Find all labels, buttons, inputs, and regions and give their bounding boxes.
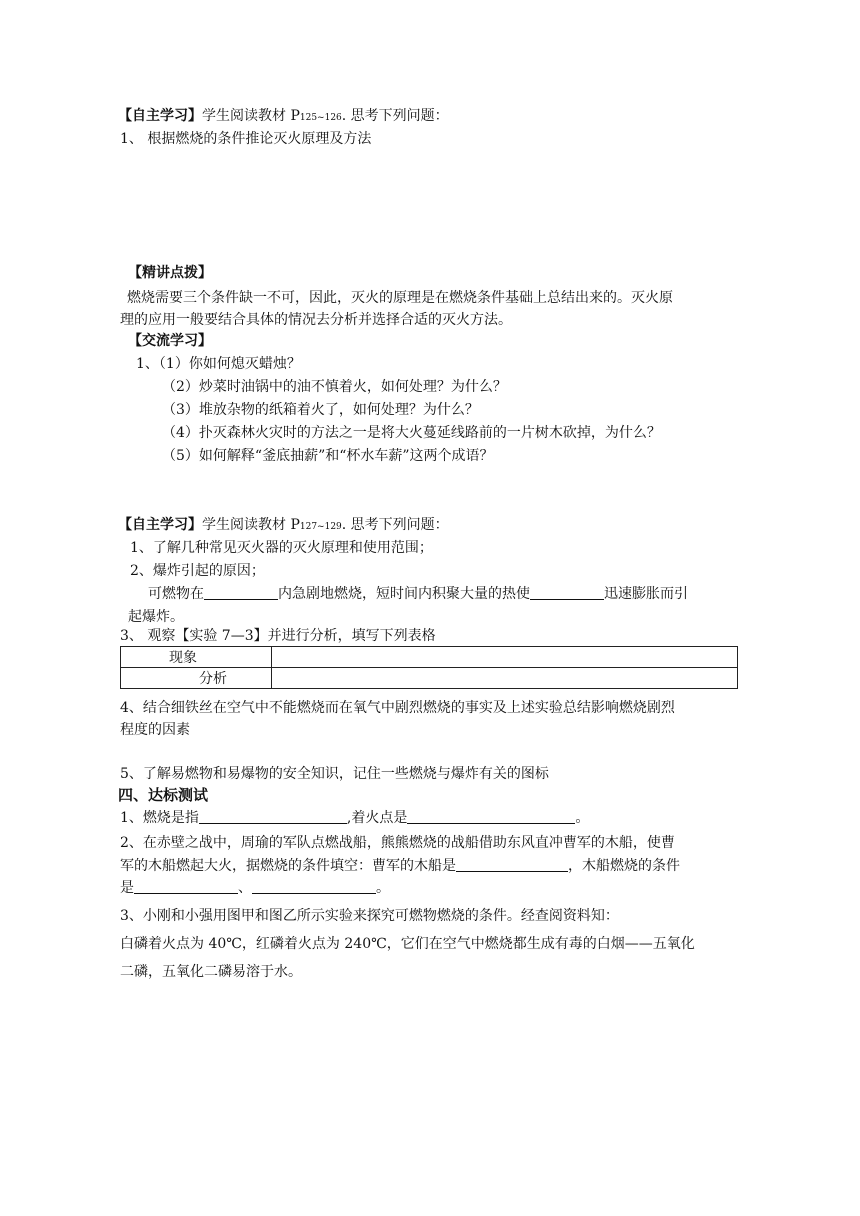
study2-q4-line1: 4、结合细铁丝在空气中不能燃烧而在氧气中剧烈燃烧的事实及上述实验总结影响燃烧剧烈	[120, 700, 675, 716]
q2-text-a: 可燃物在	[148, 586, 204, 602]
t1-text-b: ,着火点是	[346, 810, 408, 826]
heading-self-study-1: 【自主学习】	[118, 108, 202, 124]
study2-q3: 3、 观察【实验 7—3】并进行分析，填写下列表格	[120, 628, 436, 644]
question-1: 1、 根据燃烧的条件推论灭火原理及方法	[120, 131, 372, 147]
heading-exchange: 【交流学习】	[128, 333, 212, 349]
table-row	[121, 668, 738, 689]
intro-text-a: 学生阅读教材 P	[202, 108, 300, 124]
study2-q2-fill	[148, 584, 688, 604]
blank-condition-1[interactable]	[134, 879, 238, 894]
q2-text-b: 内急剧地燃烧，短时间内积聚大量的热使	[278, 586, 530, 602]
study2-q1: 1、了解几种常见灭火器的灭火原理和使用范围；	[130, 540, 433, 556]
key-points-para-1: 燃烧需要三个条件缺一不可，因此，灭火的原理是在燃烧条件基础上总结出来的。灭火原	[127, 290, 673, 306]
intro-line-1	[118, 106, 449, 128]
study2-q4-line2: 程度的因素	[120, 722, 190, 738]
t2-text-c: ，木船燃烧的条件	[568, 858, 680, 874]
t2-text-e: 、	[238, 880, 252, 896]
blank-space-2[interactable]	[530, 585, 604, 600]
test-q2-line1: 2、在赤壁之战中，周瑜的军队点燃战船，熊熊燃烧的战船借助东风直冲曹军的木船，使曹	[120, 835, 675, 851]
key-points-para-2: 理的应用一般要结合具体的情况去分析并选择合适的灭火方法。	[120, 312, 512, 328]
test-q3-line2: 白磷着火点为 40℃，红磷着火点为 240℃，它们在空气中燃烧都生成有毒的白烟——五氧化	[120, 936, 695, 952]
row-label-analysis: 分析	[121, 668, 272, 689]
answer-cell-analysis[interactable]	[272, 668, 738, 689]
intro-text-b: . 思考下列问题：	[341, 108, 449, 124]
exchange-item-5: （5）如何解释“釜底抽薪”和“杯水车薪”这两个成语？	[162, 448, 494, 464]
t2-text-d: 是	[120, 880, 134, 896]
blank-wooden-ship[interactable]	[456, 857, 568, 872]
test-q1	[120, 808, 589, 828]
observation-table	[120, 646, 738, 689]
table-row	[121, 647, 738, 668]
study2-q2: 2、爆炸引起的原因；	[130, 563, 265, 579]
exchange-item-4: （4）扑灭森林火灾时的方法之一是将大火蔓延线路前的一片树木砍掉，为什么？	[162, 425, 661, 441]
intro-line-2	[118, 515, 449, 537]
answer-cell-phenomenon[interactable]	[272, 647, 738, 668]
test-q3-line1: 3、小刚和小强用图甲和图乙所示实验来探究可燃物燃烧的条件。经查阅资料知：	[120, 908, 619, 924]
exchange-item-3: （3）堆放杂物的纸箱着火了，如何处理？为什么？	[162, 402, 479, 418]
intro2-text-b: . 思考下列问题：	[341, 517, 449, 533]
test-q2-line2	[120, 856, 680, 876]
blank-space-1[interactable]	[204, 585, 278, 600]
blank-burning-def[interactable]	[199, 809, 347, 824]
test-q2-line3	[120, 878, 390, 898]
t1-text-c: 。	[575, 810, 590, 826]
study2-q2-end: 起爆炸。	[128, 609, 184, 625]
t2-text-f: 。	[376, 880, 390, 896]
heading-key-points: 【精讲点拨】	[128, 265, 212, 281]
heading-assessment: 四、达标测试	[118, 786, 209, 804]
intro2-text-a: 学生阅读教材 P	[202, 517, 300, 533]
page-range-2: 127~129	[299, 522, 342, 532]
exchange-item-1: 1、（1）你如何熄灭蜡烛？	[136, 356, 301, 372]
page-range: 125~126	[299, 113, 342, 123]
q2-text-c: 迅速膨胀而引	[604, 586, 688, 602]
exchange-item-2: （2）炒菜时油锅中的油不慎着火，如何处理？为什么？	[162, 379, 507, 395]
t1-text-a: 1、燃烧是指	[120, 810, 199, 826]
study2-q5: 5、了解易燃物和易爆物的安全知识，记住一些燃烧与爆炸有关的图标	[120, 766, 549, 782]
blank-condition-2[interactable]	[252, 879, 376, 894]
blank-ignition-def[interactable]	[407, 809, 575, 824]
test-q3-line3: 二磷，五氧化二磷易溶于水。	[120, 964, 302, 980]
row-label-phenomenon: 现象	[121, 647, 272, 668]
heading-self-study-2: 【自主学习】	[118, 517, 202, 533]
t2-text-b: 军的木船燃起大火，据燃烧的条件填空：曹军的木船是	[120, 858, 456, 874]
